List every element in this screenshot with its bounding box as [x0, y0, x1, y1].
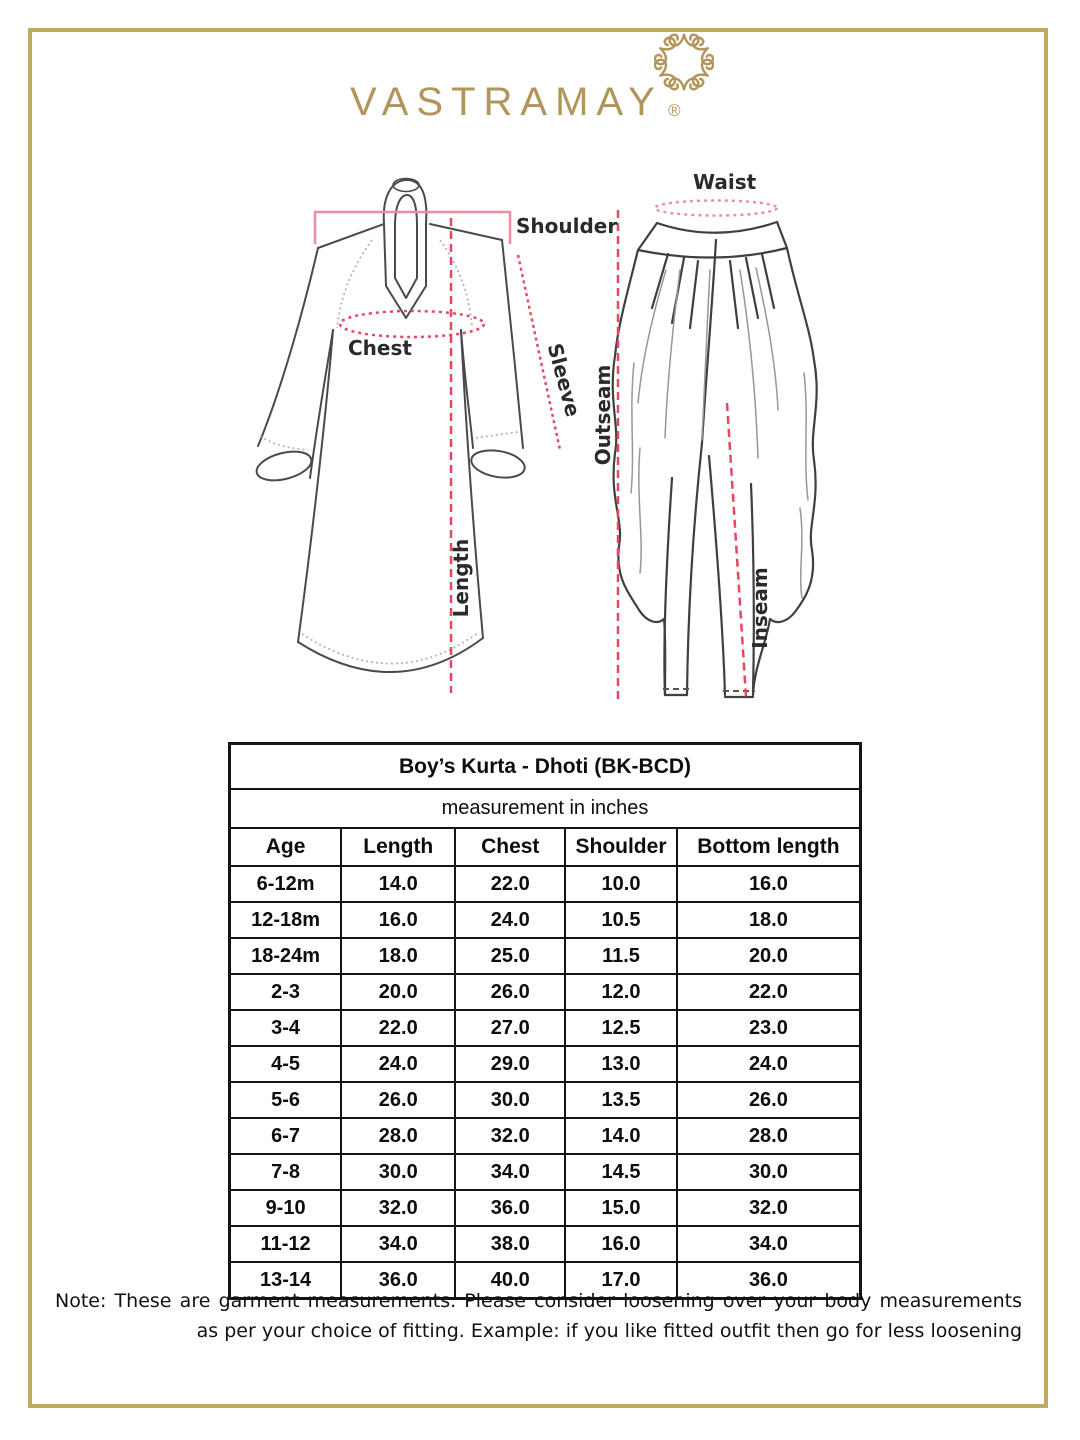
- size-chart-table: [228, 742, 862, 1300]
- table-cell: 32.0: [677, 1190, 861, 1226]
- table-cell: 16.0: [565, 1226, 677, 1262]
- table-cell: 36.0: [455, 1190, 565, 1226]
- table-cell: 11.5: [565, 938, 677, 974]
- table-cell: 5-6: [230, 1082, 342, 1118]
- table-row: [230, 1154, 861, 1190]
- table-cell: 14.5: [565, 1154, 677, 1190]
- table-cell: 14.0: [341, 866, 455, 902]
- column-header: Chest: [455, 828, 565, 866]
- table-cell: 17.0: [565, 1262, 677, 1299]
- measurement-lines: [315, 201, 777, 700]
- table-row: [230, 866, 861, 902]
- table-row: [230, 1010, 861, 1046]
- table-row: [230, 974, 861, 1010]
- registered-trademark-symbol: ®: [668, 101, 681, 120]
- flower-petals: [654, 35, 714, 89]
- outseam-label: Outseam: [591, 364, 615, 466]
- note-line-1: Note: These are garment measurements. Please consider loosening over your body measurements: [55, 1290, 1022, 1312]
- table-row: [230, 1226, 861, 1262]
- table-cell: 11-12: [230, 1226, 342, 1262]
- chest-measure-ellipse: [340, 311, 484, 337]
- table-cell: 27.0: [455, 1010, 565, 1046]
- table-cell: 26.0: [341, 1082, 455, 1118]
- kurta-drawing: [254, 179, 527, 673]
- table-title-row: [230, 744, 861, 790]
- inseam-label: Inseam: [748, 567, 772, 649]
- column-header: Bottom length: [677, 828, 861, 866]
- table-cell: 36.0: [341, 1262, 455, 1299]
- table-cell: 2-3: [230, 974, 342, 1010]
- table-cell: 28.0: [341, 1118, 455, 1154]
- column-header: Shoulder: [565, 828, 677, 866]
- table-subtitle: measurement in inches: [230, 789, 861, 828]
- waist-label: Waist: [693, 170, 757, 194]
- table-cell: 30.0: [341, 1154, 455, 1190]
- table-cell: 32.0: [341, 1190, 455, 1226]
- table-cell: 12.5: [565, 1010, 677, 1046]
- inseam-measure-line: [727, 403, 746, 697]
- table-cell: 30.0: [455, 1082, 565, 1118]
- table-cell: 7-8: [230, 1154, 342, 1190]
- table-cell: 36.0: [677, 1262, 861, 1299]
- table-cell: 28.0: [677, 1118, 861, 1154]
- measurement-note: [55, 1286, 1022, 1346]
- table-cell: 30.0: [677, 1154, 861, 1190]
- table-cell: 29.0: [455, 1046, 565, 1082]
- table-subtitle-row: [230, 789, 861, 828]
- table-cell: 20.0: [341, 974, 455, 1010]
- brand-flower-icon: [654, 32, 714, 92]
- table-cell: 26.0: [455, 974, 565, 1010]
- table-row: [230, 938, 861, 974]
- table-title: Boy’s Kurta - Dhoti (BK-BCD): [230, 744, 861, 790]
- column-header: Length: [341, 828, 455, 866]
- shoulder-label: Shoulder: [516, 214, 618, 238]
- table-cell: 16.0: [677, 866, 861, 902]
- column-header: Age: [230, 828, 342, 866]
- table-cell: 38.0: [455, 1226, 565, 1262]
- table-cell: 10.0: [565, 866, 677, 902]
- table-row: [230, 1046, 861, 1082]
- length-label: Length: [449, 538, 473, 618]
- table-cell: 16.0: [341, 902, 455, 938]
- table-cell: 12-18m: [230, 902, 342, 938]
- table-cell: 13.5: [565, 1082, 677, 1118]
- sleeve-label: Sleeve: [542, 340, 586, 420]
- table-cell: 25.0: [455, 938, 565, 974]
- table-cell: 18-24m: [230, 938, 342, 974]
- table-cell: 20.0: [677, 938, 861, 974]
- table-cell: 6-12m: [230, 866, 342, 902]
- table-cell: 22.0: [341, 1010, 455, 1046]
- dhoti-fold-details: [631, 268, 808, 598]
- table-cell: 34.0: [677, 1226, 861, 1262]
- dhoti-drawing: [613, 222, 817, 697]
- dhoti-ankle-hems: [663, 689, 755, 691]
- table-row: [230, 1190, 861, 1226]
- table-row: [230, 1118, 861, 1154]
- table-cell: 32.0: [455, 1118, 565, 1154]
- table-cell: 22.0: [455, 866, 565, 902]
- table-cell: 22.0: [677, 974, 861, 1010]
- table-cell: 34.0: [455, 1154, 565, 1190]
- table-cell: 24.0: [455, 902, 565, 938]
- note-line-2: as per your choice of fitting. Example: if you like fitted outfit then go for less loosening: [196, 1320, 1022, 1342]
- table-header-row: [230, 828, 861, 866]
- table-cell: 9-10: [230, 1190, 342, 1226]
- table-cell: 14.0: [565, 1118, 677, 1154]
- brand-wordmark: VASTRAMAY: [350, 80, 663, 124]
- garment-measurement-diagram: [220, 148, 860, 748]
- table-row: [230, 1082, 861, 1118]
- table-cell: 13.0: [565, 1046, 677, 1082]
- table-cell: 12.0: [565, 974, 677, 1010]
- table-cell: 18.0: [677, 902, 861, 938]
- table-cell: 15.0: [565, 1190, 677, 1226]
- table-cell: 18.0: [341, 938, 455, 974]
- waist-measure-ellipse: [655, 201, 777, 216]
- chest-label: Chest: [348, 336, 412, 360]
- table-cell: 4-5: [230, 1046, 342, 1082]
- table-cell: 24.0: [341, 1046, 455, 1082]
- table-cell: 26.0: [677, 1082, 861, 1118]
- table-cell: 40.0: [455, 1262, 565, 1299]
- table-cell: 34.0: [341, 1226, 455, 1262]
- table-cell: 23.0: [677, 1010, 861, 1046]
- table-cell: 10.5: [565, 902, 677, 938]
- table-cell: 13-14: [230, 1262, 342, 1299]
- table-cell: 3-4: [230, 1010, 342, 1046]
- table-cell: 6-7: [230, 1118, 342, 1154]
- table-cell: 24.0: [677, 1046, 861, 1082]
- table-body: [230, 866, 861, 1299]
- table-row: [230, 902, 861, 938]
